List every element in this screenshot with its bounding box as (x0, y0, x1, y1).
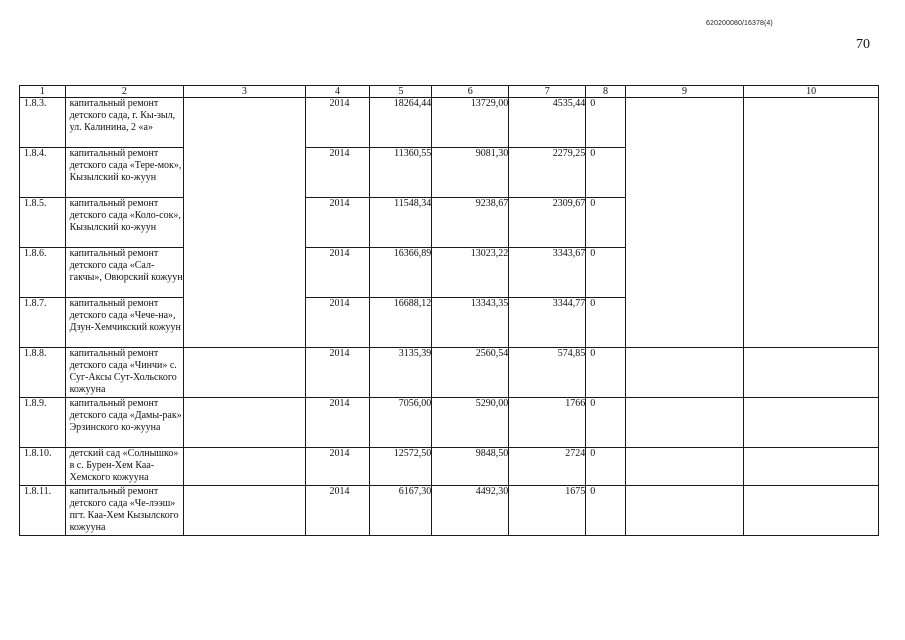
row-value-7: 2724 (509, 448, 586, 486)
row-value-7: 1766 (509, 398, 586, 448)
row-code: 1.8.7. (20, 298, 66, 348)
program-table (19, 85, 879, 536)
column-header: 6 (432, 86, 509, 98)
row-value-8: 0 (586, 448, 626, 486)
row-year: 2014 (305, 248, 370, 298)
row-name: капитальный ремонт детского сада «Чече-на», Дзун-Хемчикский кожуун (65, 298, 184, 348)
column-10-cell (744, 98, 879, 348)
column-header: 5 (370, 86, 432, 98)
row-value-5: 16688,12 (370, 298, 432, 348)
column-3-cell (184, 486, 306, 536)
column-9-cell (625, 348, 744, 398)
table-row (20, 448, 879, 486)
column-9-cell (625, 448, 744, 486)
row-value-5: 6167,30 (370, 486, 432, 536)
row-value-5: 12572,50 (370, 448, 432, 486)
row-name: капитальный ремонт детского сада «Че-лээш» пгт. Каа-Хем Кызылского кожууна (65, 486, 184, 536)
row-value-8: 0 (586, 198, 626, 248)
column-header: 3 (184, 86, 306, 98)
row-name: капитальный ремонт детского сада «Тере-мок», Кызылский ко-жуун (65, 148, 184, 198)
column-header: 4 (305, 86, 370, 98)
column-3-cell (184, 348, 306, 398)
row-name: капитальный ремонт детского сада «Чинчи» с. Суг-Аксы Сут-Хольского кожууна (65, 348, 184, 398)
row-code: 1.8.3. (20, 98, 66, 148)
column-header: 7 (509, 86, 586, 98)
row-value-8: 0 (586, 298, 626, 348)
row-year: 2014 (305, 348, 370, 398)
row-value-7: 1675 (509, 486, 586, 536)
row-value-6: 9238,67 (432, 198, 509, 248)
column-3-cell (184, 448, 306, 486)
column-9-cell (625, 486, 744, 536)
row-name: капитальный ремонт детского сада «Дамы-рак» Эрзинского ко-жууна (65, 398, 184, 448)
row-value-7: 2279,25 (509, 148, 586, 198)
row-value-6: 4492,30 (432, 486, 509, 536)
row-value-6: 9081,30 (432, 148, 509, 198)
row-value-6: 9848,50 (432, 448, 509, 486)
table-row (20, 98, 879, 148)
row-code: 1.8.11. (20, 486, 66, 536)
row-year: 2014 (305, 486, 370, 536)
row-code: 1.8.9. (20, 398, 66, 448)
row-value-5: 18264,44 (370, 98, 432, 148)
column-10-cell (744, 398, 879, 448)
column-9-cell (625, 398, 744, 448)
row-value-6: 5290,00 (432, 398, 509, 448)
column-number-row (20, 86, 879, 98)
row-value-5: 11548,34 (370, 198, 432, 248)
row-value-6: 13343,35 (432, 298, 509, 348)
document-id: 620200080/16378(4) (706, 20, 773, 27)
row-name: капитальный ремонт детского сада, г. Кы-зыл, ул. Калинина, 2 «а» (65, 98, 184, 148)
row-value-6: 13023,22 (432, 248, 509, 298)
row-value-7: 3344,77 (509, 298, 586, 348)
column-header: 8 (586, 86, 626, 98)
column-10-cell (744, 348, 879, 398)
column-10-cell (744, 448, 879, 486)
row-name: капитальный ремонт детского сада «Сал-гакчы», Овюрский кожуун (65, 248, 184, 298)
page-number: 70 (856, 37, 870, 52)
row-year: 2014 (305, 448, 370, 486)
row-code: 1.8.4. (20, 148, 66, 198)
row-name: детский сад «Солнышко» в с. Бурен-Хем Каа-Хемского кожууна (65, 448, 184, 486)
row-value-8: 0 (586, 98, 626, 148)
row-year: 2014 (305, 398, 370, 448)
row-value-8: 0 (586, 248, 626, 298)
column-header: 10 (744, 86, 879, 98)
row-value-6: 2560,54 (432, 348, 509, 398)
row-value-8: 0 (586, 486, 626, 536)
column-10-cell (744, 486, 879, 536)
column-3-cell (184, 98, 306, 348)
column-header: 1 (20, 86, 66, 98)
row-value-8: 0 (586, 348, 626, 398)
column-9-cell (625, 98, 744, 348)
row-code: 1.8.8. (20, 348, 66, 398)
row-value-7: 4535,44 (509, 98, 586, 148)
column-header: 2 (65, 86, 184, 98)
row-code: 1.8.10. (20, 448, 66, 486)
row-year: 2014 (305, 198, 370, 248)
row-value-6: 13729,00 (432, 98, 509, 148)
table-row (20, 398, 879, 448)
row-value-5: 7056,00 (370, 398, 432, 448)
row-value-5: 11360,55 (370, 148, 432, 198)
row-name: капитальный ремонт детского сада «Коло-сок», Кызылский ко-жуун (65, 198, 184, 248)
row-value-7: 574,85 (509, 348, 586, 398)
row-code: 1.8.5. (20, 198, 66, 248)
row-value-7: 2309,67 (509, 198, 586, 248)
row-value-8: 0 (586, 148, 626, 198)
row-value-7: 3343,67 (509, 248, 586, 298)
row-year: 2014 (305, 98, 370, 148)
table-row (20, 348, 879, 398)
row-year: 2014 (305, 298, 370, 348)
row-value-8: 0 (586, 398, 626, 448)
table-row (20, 486, 879, 536)
row-code: 1.8.6. (20, 248, 66, 298)
row-value-5: 16366,89 (370, 248, 432, 298)
column-header: 9 (625, 86, 744, 98)
row-year: 2014 (305, 148, 370, 198)
column-3-cell (184, 398, 306, 448)
row-value-5: 3135,39 (370, 348, 432, 398)
